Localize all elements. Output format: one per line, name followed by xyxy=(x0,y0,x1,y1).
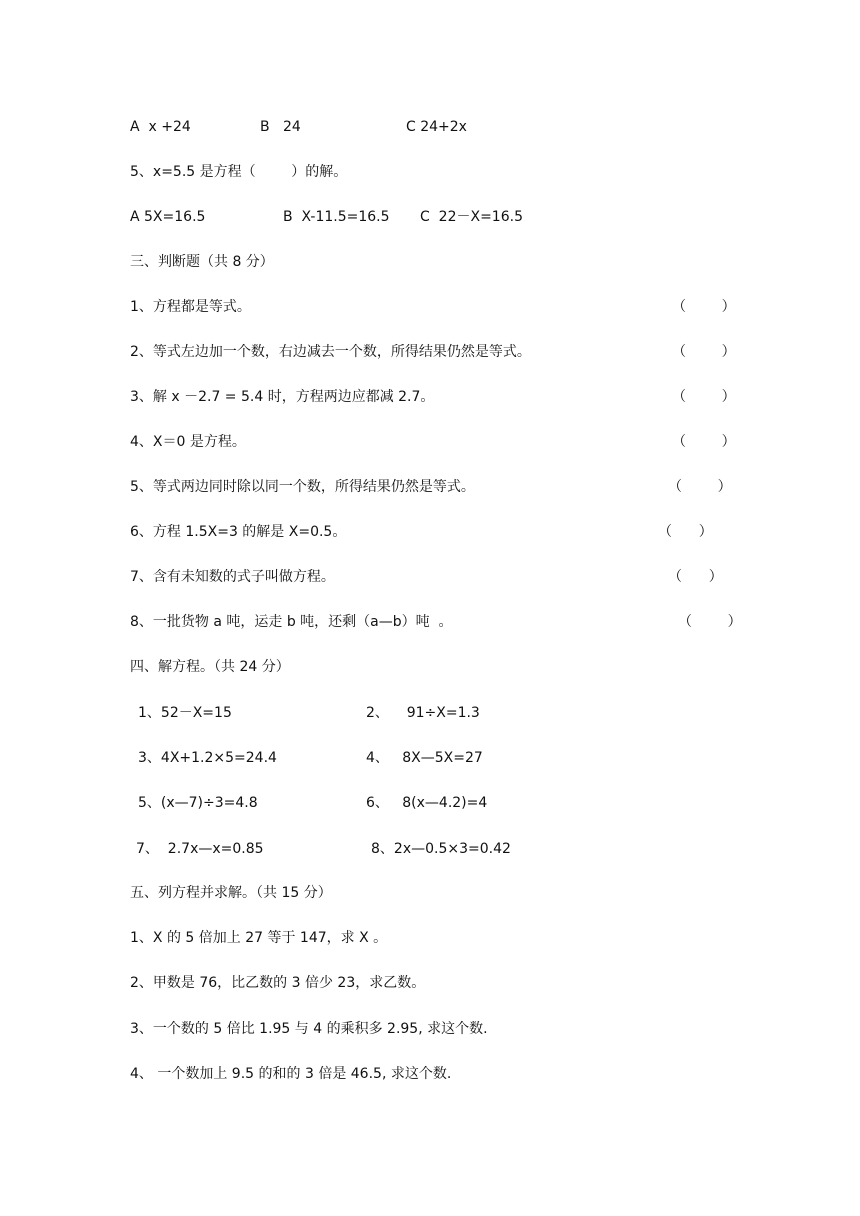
word-problem-3: 3、一个数的 5 倍比 1.95 与 4 的乘积多 2.95, 求这个数. xyxy=(130,1021,488,1037)
judge-answer-blank-4[interactable]: （ ） xyxy=(672,434,736,450)
q5-option-a: A 5X=16.5 xyxy=(130,209,206,225)
judge-item-2: 2、等式左边加一个数，右边减去一个数，所得结果仍然是等式。 xyxy=(130,344,531,360)
word-problem-4: 4、 一个数加上 9.5 的和的 3 倍是 46.5, 求这个数. xyxy=(130,1066,452,1082)
word-problem-1: 1、X 的 5 倍加上 27 等于 147，求 X 。 xyxy=(130,930,388,946)
q5-option-b: B X-11.5=16.5 xyxy=(283,209,390,225)
word-problem-2: 2、甲数是 76，比乙数的 3 倍少 23，求乙数。 xyxy=(130,975,426,991)
section4-heading: 四、解方程。（共 24 分） xyxy=(130,659,290,675)
judge-answer-blank-8[interactable]: （ ） xyxy=(678,614,742,630)
judge-item-3: 3、解 x －2.7 = 5.4 时，方程两边应都减 2.7。 xyxy=(130,389,435,405)
equation-3: 3、4X+1.2×5=24.4 xyxy=(138,750,277,766)
q4-option-c: C 24+2x xyxy=(406,119,467,135)
q4-option-a: A x +24 xyxy=(130,119,191,135)
equation-2: 2、 91÷X=1.3 xyxy=(366,705,480,721)
equation-4: 4、 8X—5X=27 xyxy=(366,750,483,766)
equation-1: 1、52－X=15 xyxy=(138,705,232,721)
judge-item-7: 7、含有未知数的式子叫做方程。 xyxy=(130,569,335,585)
q5-question: 5、x=5.5 是方程（ ）的解。 xyxy=(130,164,348,180)
judge-item-5: 5、等式两边同时除以同一个数，所得结果仍然是等式。 xyxy=(130,479,475,495)
judge-item-6: 6、方程 1.5X=3 的解是 X=0.5。 xyxy=(130,524,347,540)
equation-8: 8、2x—0.5×3=0.42 xyxy=(371,841,511,857)
judge-answer-blank-6[interactable]: （ ） xyxy=(658,524,713,540)
section5-heading: 五、列方程并求解。（共 15 分） xyxy=(130,885,332,901)
equation-7: 7、 2.7x—x=0.85 xyxy=(136,841,264,857)
judge-answer-blank-2[interactable]: （ ） xyxy=(672,344,736,360)
judge-answer-blank-5[interactable]: （ ） xyxy=(668,479,732,495)
q5-option-c: C 22－X=16.5 xyxy=(420,209,523,225)
judge-answer-blank-3[interactable]: （ ） xyxy=(672,389,736,405)
judge-answer-blank-1[interactable]: （ ） xyxy=(672,299,736,315)
judge-item-1: 1、方程都是等式。 xyxy=(130,299,251,315)
judge-item-4: 4、X＝0 是方程。 xyxy=(130,434,246,450)
equation-6: 6、 8(x—4.2)=4 xyxy=(366,795,488,811)
equation-5: 5、(x—7)÷3=4.8 xyxy=(138,795,258,811)
q4-option-b: B 24 xyxy=(260,119,301,135)
section3-heading: 三、判断题（共 8 分） xyxy=(130,254,274,270)
judge-answer-blank-7[interactable]: （ ） xyxy=(668,569,723,585)
judge-item-8: 8、一批货物 a 吨，运走 b 吨，还剩（a—b）吨 。 xyxy=(130,614,453,630)
